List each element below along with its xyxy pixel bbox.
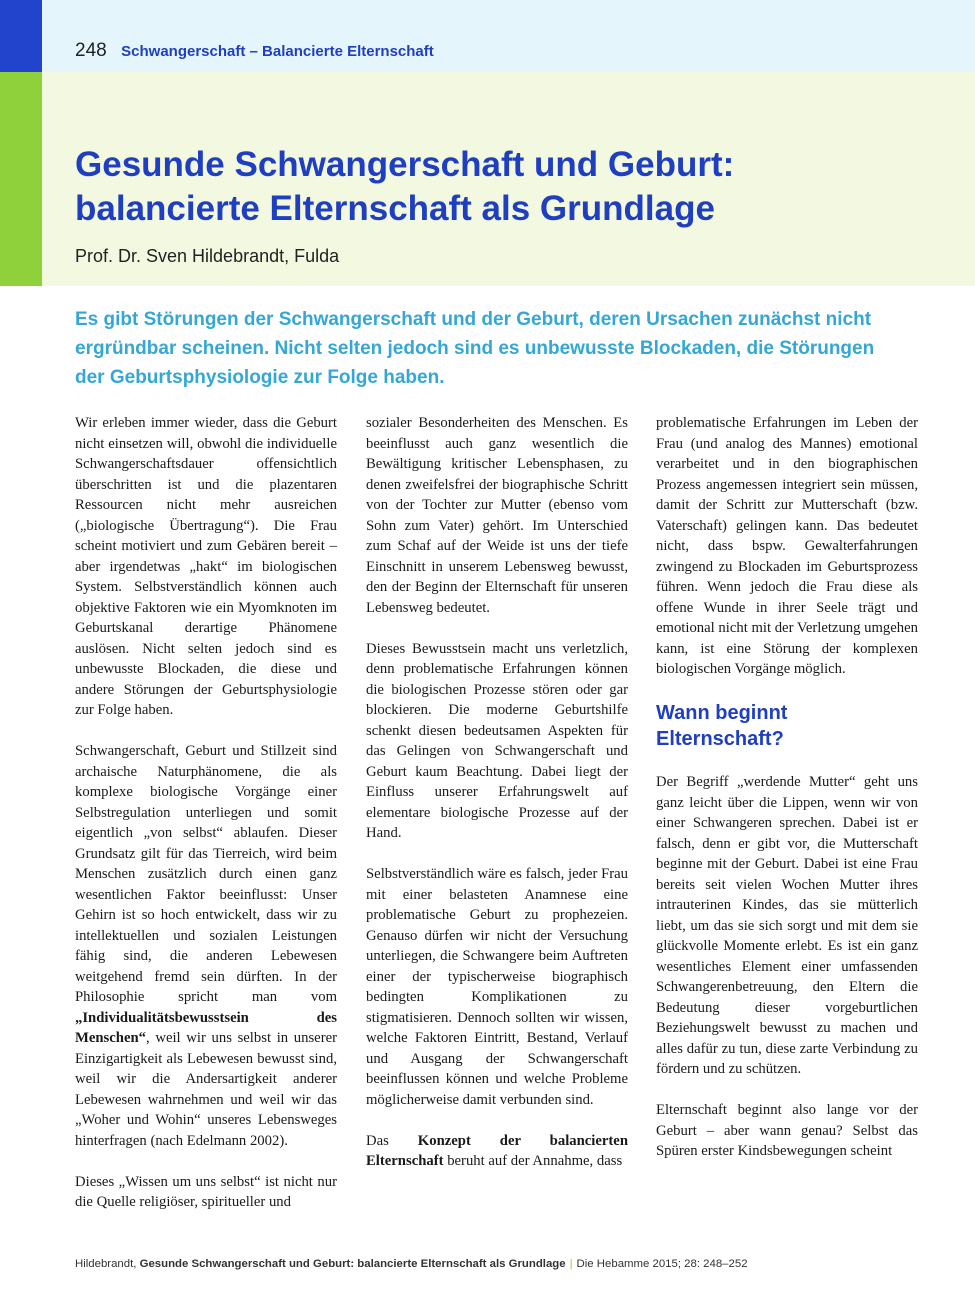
- emphasis-text: Konzept der balancierten Elternschaft: [366, 1132, 628, 1169]
- page-number: 248: [75, 40, 107, 61]
- abstract-line: Es gibt Störungen der Schwangerschaft und der Geburt, deren Ursachen zunächst nicht: [75, 309, 872, 330]
- footer-citation: [75, 1258, 748, 1270]
- top-bar-accent: [0, 0, 42, 72]
- abstract: [75, 305, 925, 392]
- body-paragraph: [75, 741, 337, 1151]
- running-head: [75, 40, 434, 62]
- running-title: Schwangerschaft – Balancierte Elternschaft: [121, 43, 434, 60]
- footer-author: Hildebrandt,: [75, 1258, 140, 1270]
- body-text: beruht auf der Annahme, dass: [443, 1153, 623, 1169]
- emphasis-text: „Individualitätsbewusstsein des Menschen“: [75, 1009, 337, 1046]
- section-heading-line: Elternschaft?: [656, 728, 784, 750]
- body-paragraph: Wir erleben immer wieder, dass die Geburt nicht einsetzen will, obwohl die individuelle Schwangerschaftsdauer offensichtlich überschritten ist und die plazentaren Ressourcen nicht mehr ausreichen („biologische Übertragung“). Die Frau scheint motiviert und zum Gebären bereit – aber irgendetwas „hakt“ im biologischen System. Selbstverständlich können auch objektive Faktoren wie ein Myomknoten im Geburtskanal derartige Phänomene auslösen. Nicht selten jedoch sind es unbewusste Blockaden, die diese und andere Störungen der Geburtsphysiologie zur Folge haben.: [75, 415, 337, 718]
- body-paragraph: Elternschaft beginnt also lange vor der Geburt – aber wann genau? Selbst das Spüren erster Kindsbewegungen scheint: [656, 1102, 918, 1159]
- body-paragraph: Der Begriff „werdende Mutter“ geht uns ganz leicht über die Lippen, wenn wir von einer Schwangeren sprechen. Dabei ist er falsch, denn er gibt vor, die Mutterschaft beginne mit der Geburt. Dabei ist eine Frau bereits seit vielen Wochen Mutter ihres intrauterinen Kindes, das sie mütterlich liebt, um das sie sich sorgt und mit dem sie glückvolle Momente erlebt. Es ist ein ganz wesentliches Element einer umfassenden Schwangerenbetreuung, den Eltern die Bedeutung dieser vorgeburtlichen Beziehungswelt bewusst zu machen und alles dafür zu tun, diese zarte Verbindung zu fördern und zu schützen.: [656, 774, 918, 1077]
- body-paragraph: Dieses „Wissen um uns selbst“ ist nicht nur die Quelle religiöser, spiritueller und: [75, 1173, 337, 1210]
- text-column-1: [75, 413, 337, 1213]
- body-paragraph: Dieses Bewusstsein macht uns verletzlich, denn problematische Erfahrungen können die biologischen Prozesse stören oder gar blockieren. Die moderne Geburtshilfe schenkt diesen bedeutsamen Aspekten für das Gelingen von Schwangerschaft und Geburt kaum Beachtung. Dabei liegt der Einfluss unserer Erfahrungswelt auf elementare biologische Prozesse auf der Hand.: [366, 640, 628, 841]
- footer-title: Gesunde Schwangerschaft und Geburt: balancierte Elternschaft als Grundlage: [139, 1258, 566, 1270]
- body-paragraph: sozialer Besonderheiten des Menschen. Es beeinflusst auch ganz wesentlich die Bewältigung kritischer Lebensphasen, zu denen zweifelsfrei der biographische Schritt von der Tochter zur Mutter (ebenso vom Sohn zum Vater) gehört. Im Unterschied zum Schaf auf der Weide ist uns der tiefe Einschnitt in unserem Lebensweg bewusst, den der Beginn der Elternschaft für unseren Lebensweg bedeutet.: [366, 415, 628, 616]
- body-text: Schwangerschaft, Geburt und Stillzeit sind archaische Naturphänomene, die als komplexe biologische Vorgänge einer Selbstregulation unterliegen und somit eigentlich „von selbst“ ablaufen. Dieser Grundsatz gilt für das Tierreich, wird beim Menschen zusätzlich durch einen ganz wesentlichen Faktor beeinflusst: Unser Gehirn ist so hoch entwickelt, dass wir zu intellektuellen und sozialen Leistungen fähig sind, die anderen Lebewesen weitgehend fremd sein dürften. In der Philosophie spricht man vom: [75, 743, 337, 1005]
- body-text: , weil wir uns selbst in unserer Einzigartigkeit als Lebewesen bewusst sind, weil wir die Andersartigkeit anderer Lebewesen wahrnehmen und weil wir das „Woher und Wohin“ unseres Lebensweges hinterfragen (nach Edelmann 2002).: [75, 1030, 337, 1149]
- footer-separator: |: [569, 1258, 573, 1270]
- author-line: Prof. Dr. Sven Hildebrandt, Fulda: [75, 246, 340, 266]
- body-paragraph: problematische Erfahrungen im Leben der Frau (und analog des Mannes) emotional verarbeitet und in den biographischen Prozess angemessen integriert sein müssen, damit der Schritt zur Mutterschaft (bzw. Vaterschaft) gelingen kann. Das bedeutet nicht, dass bspw. Gewalterfahrungen zwingend zu Blockaden im Geburtsprozess führen. Wenn jedoch die Frau diese als offene Wunde in ihrer Seele trägt und emotional nicht mit der Verletzung umgehen kann, ist eine Störung der komplexen biologischen Vorgänge möglich.: [656, 415, 918, 677]
- section-heading-line: Wann beginnt: [656, 702, 788, 724]
- text-column-2: [366, 413, 628, 1172]
- text-column-3: [656, 413, 918, 1162]
- article-title: [75, 143, 935, 231]
- abstract-line: ergründbar scheinen. Nicht selten jedoch sind es unbewusste Blockaden, die Störungen: [75, 338, 875, 359]
- body-text: Das: [366, 1132, 418, 1149]
- article-title-line: balancierte Elternschaft als Grundlage: [75, 189, 715, 228]
- footer-journal: Die Hebamme 2015; 28: 248–252: [576, 1258, 748, 1270]
- body-paragraph: [366, 1131, 628, 1172]
- header-band-accent: [0, 72, 42, 286]
- section-heading: [656, 700, 918, 752]
- article-title-line: Gesunde Schwangerschaft und Geburt:: [75, 145, 735, 184]
- body-paragraph: Selbstverständlich wäre es falsch, jeder Frau mit einer belasteten Anamnese eine problematische Geburt zu prophezeien. Genauso dürfen wir nicht der Versuchung unterliegen, die Schwangere beim Auftreten einer der typischerweise biographisch bedingten Komplikationen zu stigmatisieren. Dennoch sollten wir wissen, welche Faktoren Eintritt, Bestand, Verlauf und Ausgang der Schwangerschaft beeinflussen können und welche Probleme möglicherweise damit verbunden sind.: [366, 866, 628, 1108]
- abstract-line: der Geburtsphysiologie zur Folge haben.: [75, 367, 445, 388]
